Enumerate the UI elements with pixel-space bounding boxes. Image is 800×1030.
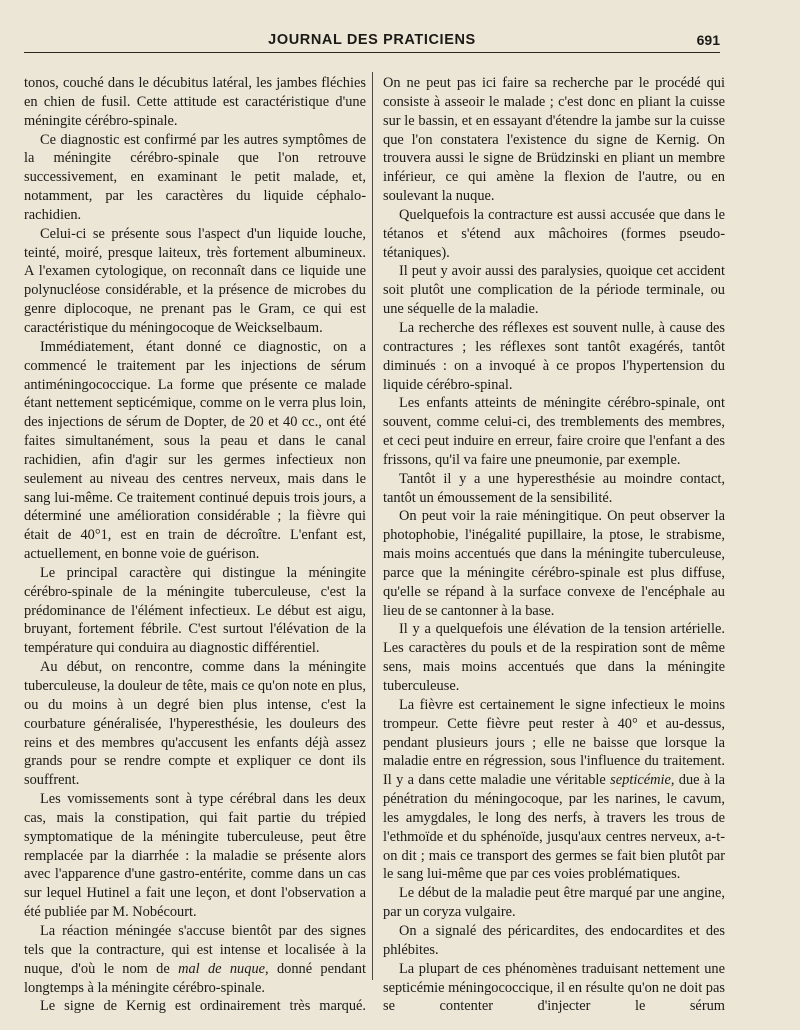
paragraph: Tantôt il y a une hyperesthésie au moindre contact, tantôt un émoussement de la sensibilité. (383, 470, 725, 506)
paragraph: On a signalé des péricardites, des endocardites et des phlébites. (383, 922, 725, 958)
paragraph (24, 922, 366, 997)
paragraph: La plupart de ces phénomènes traduisant nettement une septicémie méningococcique, il en résulte qu'on ne doit pas se contenter d'injecter le sérum (383, 960, 725, 1015)
paragraph: Celui-ci se présente sous l'aspect d'un liquide louche, teinté, moiré, presque laiteux, très fortement albumineux. A l'examen cytologique, on reconnaît dans ce liquide une polynucléose considérable, et la présence de microbes du genre diplocoque, ne prenant pas le Gram, ce qui est caractéristique du méningocoque de Weickselbaum. (24, 225, 366, 336)
italic-term: septicémie (610, 772, 671, 789)
left-column (24, 74, 366, 1014)
paragraph: La recherche des réflexes est souvent nulle, à cause des contractures ; les réflexes sont tantôt exagérés, tantôt diminués : on a invoqué à ce propos l'hypertension du liquide cérébro-spinal. (383, 319, 725, 393)
paragraph: Les enfants atteints de méningite cérébro-spinale, ont souvent, comme celui-ci, des tremblements des membres, et ceci peut induire en erreur, faire croire que l'enfant a des frissons, qu'il va faire une pneumonie, par exemple. (383, 395, 725, 468)
paragraph: Le signe de Kernig est ordinairement très marqué. (40, 998, 366, 1015)
paragraph: Quelquefois la contracture est aussi accusée que dans le tétanos et s'étend aux mâchoires (formes pseudo-tétaniques). (383, 206, 725, 261)
paragraph: On ne peut pas ici faire sa recherche par le procédé qui consiste à asseoir le malade ; c'est donc en pliant la cuisse sur le bassin, et en essayant d'étendre la jambe sur la cuisse que l'on constatera l'existence du signe de Kernig. On trouvera aussi le signe de Brüdzinski en pliant un membre inférieur, ce qui amène la flexion de l'autre, ou en soulevant la nuque. (383, 75, 725, 205)
paragraph: On peut voir la raie méningitique. On peut observer la photophobie, l'inégalité pupillaire, la ptose, le strabisme, mais moins accentués que dans la méningite tuberculeuse, parce que la méningite cérébro-spinale est plus diffuse, qu'elle se répand à la surface convexe de l'encéphale au lieu de se cantonner à la base. (383, 508, 725, 619)
paragraph: Ce diagnostic est confirmé par les autres symptômes de la méningite cérébro-spinale que l'on retrouve successivement, en examinant le petit malade, et, notamment, par les caractères du liquide céphalo-rachidien. (24, 131, 366, 223)
paragraph-text: , due à la pénétration du méningocoque, par les narines, le cavum, les amygdales, le long des nerfs, à travers les trous de l'ethmoïde et du sphénoïde, jusqu'aux centres nerveux, a-t-on dit ; mais ce transport des germes se fait bien plutôt par le sang lui-même que par ces voies problématiques. (383, 772, 725, 883)
paragraph: Il y a quelquefois une élévation de la tension artérielle. Les caractères du pouls et de la respiration sont de même sens, mais moins accentués que dans la méningite tuberculeuse. (383, 621, 725, 694)
paragraph-text: La fièvre est certainement le signe infectieux le moins trompeur. Cette fièvre peut rester à 40° et au-dessus, pendant plusieurs jours ; elle ne baisse que lorsque la maladie entre en régression, sous l'influence du traitement. Il y a dans cette maladie une véritable (383, 696, 725, 789)
paragraph: Il peut y avoir aussi des paralysies, quoique cet accident soit plutôt une complication de la période terminale, ou une séquelle de la maladie. (383, 263, 725, 318)
paragraph (383, 696, 725, 884)
column-divider (372, 72, 373, 980)
right-column (383, 74, 725, 1014)
paragraph: Au début, on rencontre, comme dans la méningite tuberculeuse, la douleur de tête, mais ce qu'on note en plus, ou du moins à un degré bien plus intense, c'est la courbature généralisée, l'hyperesthésie, les douleurs des reins et des membres qu'accusent les enfants déjà assez grands pour se rendre compte et expliquer ce dont ils souffrent. (24, 659, 366, 789)
paragraph-text: La réaction méningée s'accuse bientôt par des signes tels que la contracture, qui est intense et localisée à la nuque, d'où le nom de (24, 922, 366, 977)
paragraph: Immédiatement, étant donné ce diagnostic, on a commencé le traitement par les injections de sérum antiméningococcique. La forme que présente ce malade étant nettement septicémique, comme on le verra plus loin, des injections de sérum de Dopter, de 20 et 40 cc., ont été faites simultanément, sous la peau et dans le canal rachidien, afin d'agir sur les germes infectieux non seulement au niveau des centres nerveux, mais dans le sang lui-même. Ce traitement continué depuis trois jours, a déterminé une amélioration considérable ; la fièvre qui était de 40°1, est en train de décroître. L'enfant est, actuellement, en bonne voie de guérison. (24, 338, 366, 563)
italic-term: mal de nuque (178, 960, 266, 977)
paragraph: tonos, couché dans le décubitus latéral, les jambes fléchies en chien de fusil. Cette attitude est caractéristique d'une méningite cérébro-spinale. (24, 75, 366, 129)
journal-title: JOURNAL DES PRATICIENS (268, 32, 476, 48)
paragraph-text: , donné pendant longtemps à la méningite cérébro-spinale. (24, 960, 366, 996)
paragraph: Les vomissements sont à type cérébral dans les deux cas, mais la constipation, qui fait partie du trépied symptomatique de la méningite tuberculeuse, peut être remplacée par la diarrhée : la maladie se présente alors avec l'apparence d'une gastro-entérite, comme dans un cas sur lequel Hutinel a fait une leçon, et dont l'observation a été publiée par M. Nobécourt. (24, 791, 366, 921)
running-header (24, 30, 720, 53)
paragraph: Le début de la maladie peut être marqué par une angine, par un coryza vulgaire. (383, 885, 725, 921)
page-number: 691 (696, 32, 720, 48)
paragraph: Le principal caractère qui distingue la méningite cérébro-spinale de la méningite tuberculeuse, c'est la prédominance de l'élément infectieux. Le début est aigu, bruyant, fortement fébrile. C'est surtout l'élévation de la température qui conduira au diagnostic différentiel. (24, 564, 366, 657)
